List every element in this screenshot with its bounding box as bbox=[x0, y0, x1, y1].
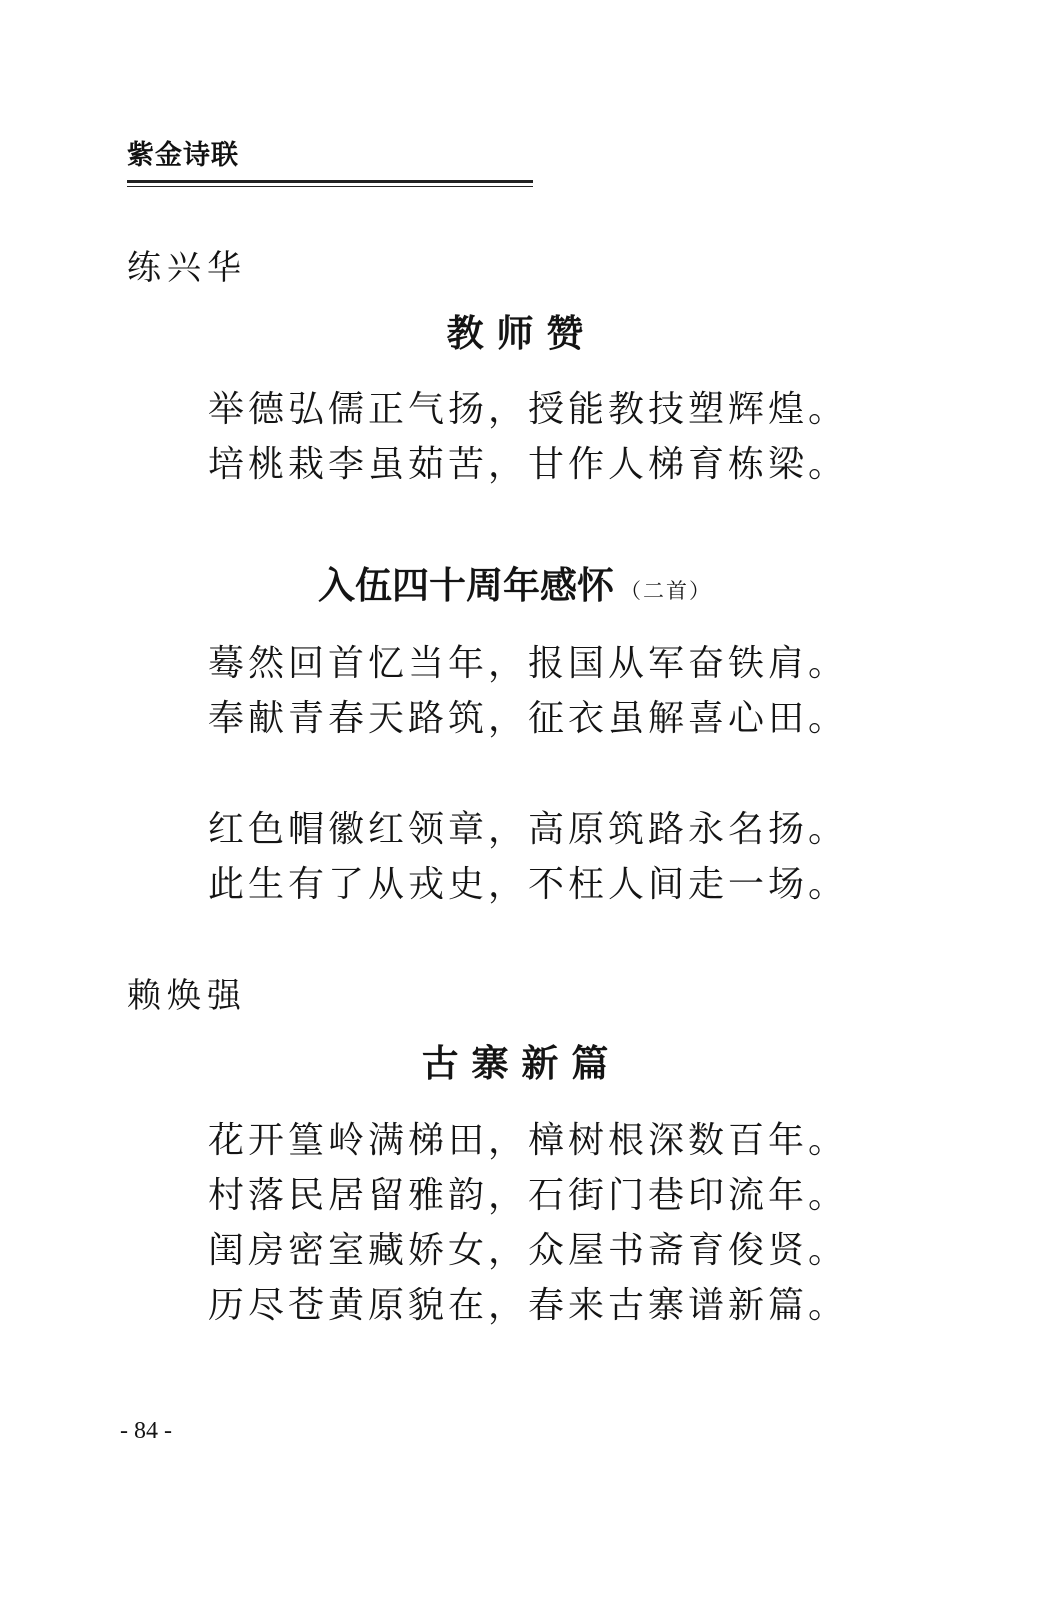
poem-line: 举德弘儒正气扬，授能教技塑辉煌。 bbox=[208, 389, 849, 430]
poem-line: 花开篁岭满梯田，樟树根深数百年。 bbox=[208, 1120, 849, 1161]
poem-line: 村落民居留雅韵，石街门巷印流年。 bbox=[208, 1175, 849, 1216]
poem-line: 奉献青春天路筑，征衣虽解喜心田。 bbox=[208, 698, 849, 739]
poem-body bbox=[208, 1113, 848, 1333]
poem-title-text: 古 寨 新 篇 bbox=[421, 1042, 609, 1085]
poem-title bbox=[210, 1041, 820, 1087]
poem-title-text: 入伍四十周年感怀 bbox=[318, 564, 614, 607]
poem-title bbox=[210, 311, 820, 357]
poem-line: 蓦然回首忆当年，报国从军奋铁肩。 bbox=[208, 643, 849, 684]
poem-line: 历尽苍黄原貌在，春来古寨谱新篇。 bbox=[208, 1285, 849, 1326]
page-number: - 84 - bbox=[120, 1418, 172, 1444]
poem-title-text: 教 师 赞 bbox=[446, 312, 584, 355]
poem-body bbox=[208, 382, 848, 492]
poem-title-note: （二首） bbox=[620, 579, 712, 603]
poem-line: 培桃栽李虽茹苦，甘作人梯育栋梁。 bbox=[208, 444, 849, 485]
stanza-gap bbox=[208, 746, 848, 802]
poem-line: 闺房密室藏娇女，众屋书斋育俊贤。 bbox=[208, 1230, 849, 1271]
poem-line: 此生有了从戎史，不枉人间走一场。 bbox=[208, 864, 849, 905]
book-title: 紫金诗联 bbox=[127, 140, 239, 171]
author-name: 练兴华 bbox=[127, 248, 247, 288]
header-rule bbox=[127, 180, 533, 187]
poem-line: 红色帽徽红领章，高原筑路永名扬。 bbox=[208, 809, 849, 850]
poem-body bbox=[208, 636, 848, 912]
poem-title bbox=[210, 563, 820, 614]
running-header bbox=[127, 138, 533, 187]
author-name: 赖焕强 bbox=[127, 976, 247, 1016]
